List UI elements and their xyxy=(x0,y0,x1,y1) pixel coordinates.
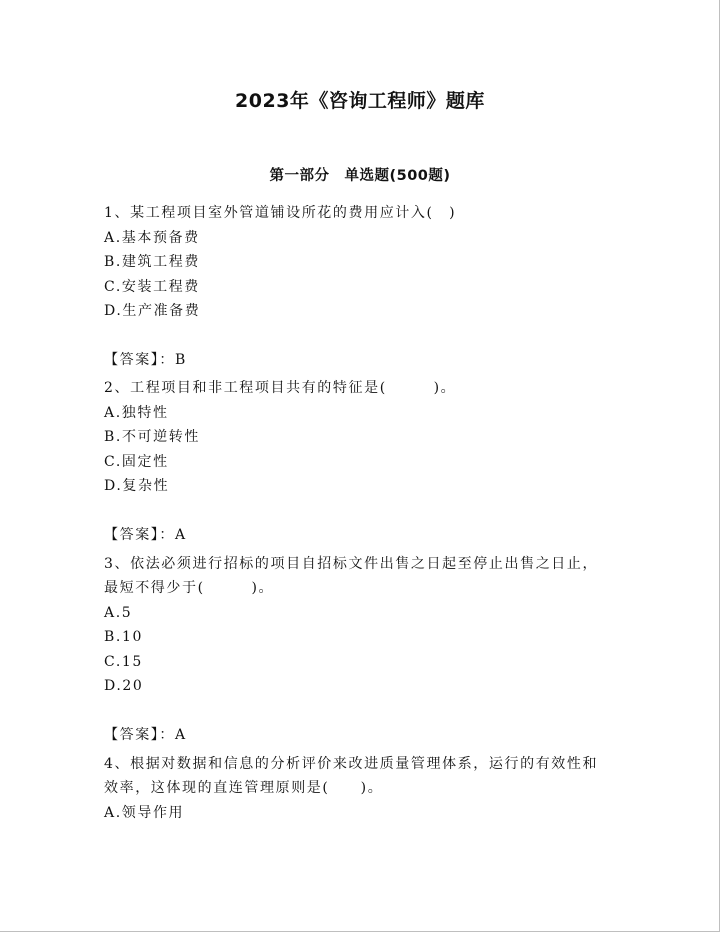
option-d: D.生产准备费 xyxy=(104,303,201,319)
option-a: A.基本预备费 xyxy=(104,229,200,246)
option-a: A.5 xyxy=(104,604,133,621)
answer-value: A xyxy=(175,727,187,743)
option-a: A.领导作用 xyxy=(104,804,185,821)
option-d: D.复杂性 xyxy=(104,478,170,494)
option-c: C.15 xyxy=(104,653,143,670)
answer-prefix: 【答案】： xyxy=(104,351,175,368)
question-stem: 2、工程项目和非工程项目共有的特征是( )。 xyxy=(104,380,457,396)
option-b: B.不可逆转性 xyxy=(104,429,200,445)
option-d: D.20 xyxy=(104,678,144,694)
question-stem: 4、根据对数据和信息的分析评价来改进质量管理体系，运行的有效性和效率，这体现的直连管理原则是( )。 xyxy=(104,755,599,796)
question-3 xyxy=(104,552,612,748)
option-b: B.建筑工程费 xyxy=(104,254,200,270)
answer-value: B xyxy=(175,351,187,368)
option-a: A.独特性 xyxy=(104,404,169,421)
answer-prefix: 【答案】： xyxy=(104,727,175,743)
document-title: 2023年《咨询工程师》题库 xyxy=(235,90,485,112)
option-b: B.10 xyxy=(104,629,143,645)
question-stem: 3、依法必须进行招标的项目自招标文件出售之日起至停止出售之日止，最短不得少于( )。 xyxy=(104,555,599,596)
question-stem: 1、某工程项目室外管道铺设所花的费用应计入( ) xyxy=(104,205,457,221)
answer-line xyxy=(104,348,612,373)
answer-value: A xyxy=(175,527,187,543)
question-list xyxy=(104,201,612,825)
answer-line xyxy=(104,723,612,748)
question-2 xyxy=(104,376,612,548)
question-4 xyxy=(104,752,612,826)
option-c: C.固定性 xyxy=(104,453,169,470)
option-c: C.安装工程费 xyxy=(104,278,200,295)
question-1 xyxy=(104,201,612,372)
answer-line xyxy=(104,523,612,548)
section-heading: 第一部分 单选题(500题) xyxy=(269,168,451,184)
answer-prefix: 【答案】： xyxy=(104,527,175,543)
